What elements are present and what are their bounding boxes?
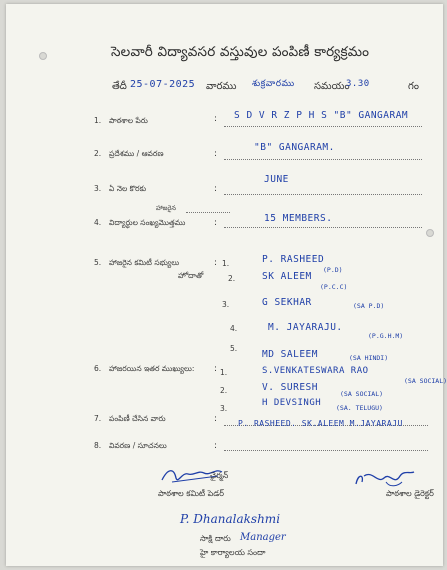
chairman-org: పాఠశాల కమిటీ పెడర్ — [158, 489, 224, 498]
member-name: MD SALEEM — [262, 349, 318, 360]
colon: : — [214, 184, 218, 194]
row-number: 3. — [94, 184, 102, 193]
attended-label: హాజరైన — [156, 204, 176, 212]
dotted-line — [224, 159, 422, 160]
member-number: 5. — [230, 344, 238, 353]
other-attendees-label: హాజరయిన ఇతర ముఖ్యులు: — [109, 364, 195, 373]
date-label: తేదీ — [112, 81, 127, 92]
month-label: ఏ నెల కొరకు — [109, 184, 147, 193]
colon: : — [214, 441, 218, 451]
member-name: G SEKHAR — [262, 297, 312, 308]
place-label: ప్రదేశము / ఆవరణ — [109, 149, 164, 158]
remarks-label: వివరణ / సూచనలు — [109, 441, 167, 450]
colon: : — [214, 364, 218, 374]
attendee-role: (SA SOCIAL) — [404, 377, 447, 385]
colon: : — [214, 114, 218, 124]
manager-scrawl: Manager — [240, 532, 286, 543]
member-name: M. JAYARAJU. — [268, 322, 343, 333]
student-count-value: 15 MEMBERS. — [264, 213, 333, 224]
manager-signature-name: P. Dhanalakshmi — [180, 512, 281, 526]
distributed-by-label: పంపిణీ చేసిన వారు — [109, 414, 166, 423]
director-title: పాఠశాల డైరెక్టర్ — [386, 489, 434, 498]
attendee-role: (SA SOCIAL) — [340, 390, 384, 398]
chairman-title: ఛైర్మన్ — [210, 471, 229, 480]
row-number: 1. — [94, 116, 102, 125]
colon: : — [214, 258, 218, 268]
place-value: "B" GANGARAM. — [254, 142, 335, 153]
distributed-by-value: P. RASHEED. SK.ALEEM M.JAYARAJU — [238, 419, 403, 428]
member-name: P. RASHEED — [262, 254, 325, 265]
row-number: 5. — [94, 258, 102, 267]
document-title: సెలవారీ విద్యావసర వస్తువుల పంపిణీ కార్యక్రమం — [111, 44, 370, 60]
dotted-line — [224, 126, 422, 127]
time-value: 3.30 — [346, 79, 370, 89]
designation-label: హోదాతో — [178, 271, 204, 280]
dotted-line — [224, 450, 428, 451]
dotted-line — [224, 227, 422, 228]
time-unit: గం — [408, 81, 419, 92]
attendee-number: 3. — [220, 404, 228, 413]
row-number: 7. — [94, 414, 102, 423]
time-label: సమయం — [314, 81, 350, 92]
school-name-label: పాఠశాల పేరు — [109, 116, 148, 125]
dotted-line — [224, 194, 422, 195]
colon: : — [214, 149, 218, 159]
attendee-role: (SA. TELUGU) — [336, 404, 383, 412]
day-value: శుక్రవారము — [252, 79, 295, 89]
attendee-name: V. SURESH — [262, 382, 318, 393]
dotted-line — [186, 212, 230, 213]
attendee-name: H DEVSINGH — [262, 398, 322, 408]
row-number: 4. — [94, 218, 102, 227]
committee-members-label: హాజరైన కమిటీ సభ్యులు — [109, 258, 180, 267]
school-name-value: S D V R Z P H S "B" GANGARAM — [234, 110, 409, 121]
member-role: (SA P.D) — [353, 302, 385, 310]
member-role: (P.C.C) — [320, 283, 348, 291]
member-role: (P.G.H.M) — [368, 332, 404, 340]
document-page — [6, 4, 447, 566]
member-role: (P.D) — [323, 266, 343, 274]
row-number: 6. — [94, 364, 102, 373]
manager-role: హై కార్యాలయ సందా — [200, 548, 266, 557]
month-value: JUNE — [264, 174, 289, 185]
colon: : — [214, 414, 218, 424]
row-number: 2. — [94, 149, 102, 158]
attendee-name: S.VENKATESWARA RAO — [262, 366, 369, 376]
row-number: 8. — [94, 441, 102, 450]
day-label: వారము — [206, 81, 237, 92]
punch-hole — [39, 52, 47, 60]
member-role: (SA HINDI) — [349, 354, 389, 362]
member-name: SK ALEEM — [262, 271, 312, 282]
member-number: 2. — [228, 274, 236, 283]
member-number: 1. — [222, 259, 230, 268]
witness-label: సాక్షి దారు — [200, 534, 231, 543]
punch-hole — [426, 229, 434, 237]
student-count-label: విద్యార్థుల సంఖ్యమొత్తము — [109, 218, 186, 227]
member-number: 3. — [222, 300, 230, 309]
date-value: 25-07-2025 — [130, 79, 196, 90]
attendee-number: 2. — [220, 386, 228, 395]
attendee-number: 1. — [220, 368, 228, 377]
colon: : — [214, 218, 218, 228]
member-number: 4. — [230, 324, 238, 333]
